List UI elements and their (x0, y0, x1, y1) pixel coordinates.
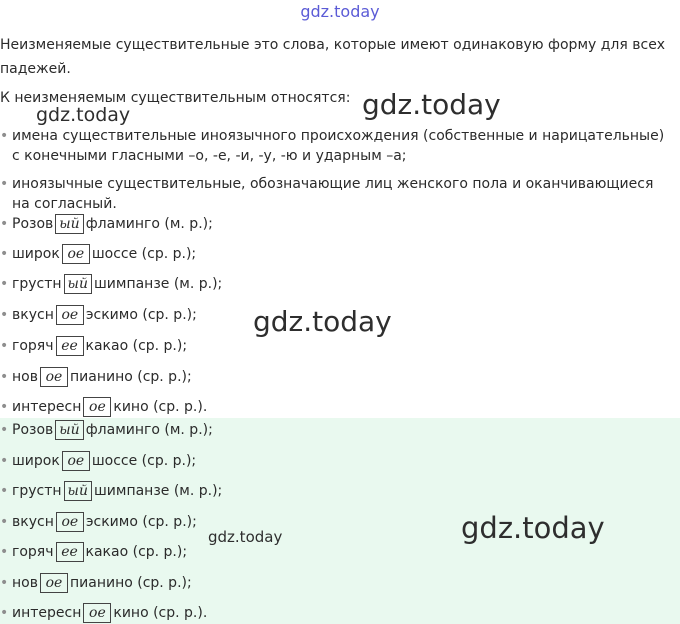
ending-box: ее (56, 336, 84, 356)
word-stem: интересн (12, 605, 82, 621)
noun-text: кино (ср. р.). (113, 399, 208, 415)
noun-text: пианино (ср. р.); (69, 369, 192, 385)
word-stem: широк (12, 246, 60, 262)
word-stem: грустн (12, 483, 62, 499)
ending-box: ее (56, 542, 84, 562)
noun-text: пианино (ср. р.); (69, 575, 192, 591)
ending-box: ое (56, 512, 84, 532)
word-stem: интересн (12, 399, 82, 415)
phrase-item (12, 511, 197, 533)
word-stem: нов (12, 575, 38, 591)
noun-text: фламинго (м. р.); (85, 216, 213, 232)
word-stem: нов (12, 369, 38, 385)
watermark: gdz.today (208, 528, 283, 546)
noun-text: шоссе (ср. р.); (91, 246, 197, 262)
ending-box: ое (62, 451, 90, 471)
phrase-item (12, 419, 213, 441)
phrase-item (12, 572, 192, 594)
noun-text: фламинго (м. р.); (85, 422, 213, 438)
phrase-item (12, 396, 207, 418)
ending-box: ое (62, 244, 90, 264)
noun-text: шоссе (ср. р.); (91, 453, 197, 469)
word-stem: грустн (12, 276, 62, 292)
noun-text: кино (ср. р.). (113, 605, 208, 621)
word-stem: Розов (12, 216, 54, 232)
ending-box: ый (64, 274, 92, 294)
ending-box: ое (56, 305, 84, 325)
word-stem: горяч (12, 338, 54, 354)
noun-text: шимпанзе (м. р.); (93, 276, 223, 292)
bullet-item: • иноязычные существительные, обозначающие лиц женского пола и оканчивающиеся на согласный. (12, 174, 667, 214)
ending-box: ое (83, 397, 111, 417)
noun-text: какао (ср. р.); (85, 544, 188, 560)
watermark: gdz.today (461, 511, 605, 545)
ending-box: ое (40, 367, 68, 387)
noun-text: шимпанзе (м. р.); (93, 483, 223, 499)
ending-box: ый (55, 420, 83, 440)
word-stem: вкусн (12, 514, 54, 530)
phrase-item (12, 602, 207, 624)
site-title: gdz.today (300, 2, 380, 21)
watermark: gdz.today (362, 88, 501, 121)
phrase-item (12, 213, 213, 235)
noun-text: эскимо (ср. р.); (85, 514, 197, 530)
word-stem: Розов (12, 422, 54, 438)
ending-box: ый (55, 214, 83, 234)
ending-box: ое (40, 573, 68, 593)
word-stem: горяч (12, 544, 54, 560)
phrase-item (12, 335, 187, 357)
phrase-item (12, 366, 192, 388)
word-stem: вкусн (12, 307, 54, 323)
bullet-item: • имена существительные иноязычного происхождения (собственные и нарицательные) с конечными гласными –о, -е, -и, -у, -ю и ударным –а; (12, 126, 667, 166)
phrase-item (12, 450, 196, 472)
noun-text: эскимо (ср. р.); (85, 307, 197, 323)
word-stem: широк (12, 453, 60, 469)
ending-box: ый (64, 481, 92, 501)
watermark: gdz.today (253, 305, 392, 338)
phrase-item (12, 243, 196, 265)
phrase-item (12, 541, 187, 563)
lead-text: К неизменяемым существительным относятся: (0, 90, 351, 106)
ending-box: ое (83, 603, 111, 623)
intro-paragraph: Неизменяемые существительные это слова, которые имеют одинаковую форму для всех падежей. (0, 37, 666, 77)
noun-text: какао (ср. р.); (85, 338, 188, 354)
phrase-item (12, 480, 222, 502)
watermark: gdz.today (36, 104, 131, 126)
phrase-item (12, 273, 222, 295)
phrase-item (12, 304, 197, 326)
